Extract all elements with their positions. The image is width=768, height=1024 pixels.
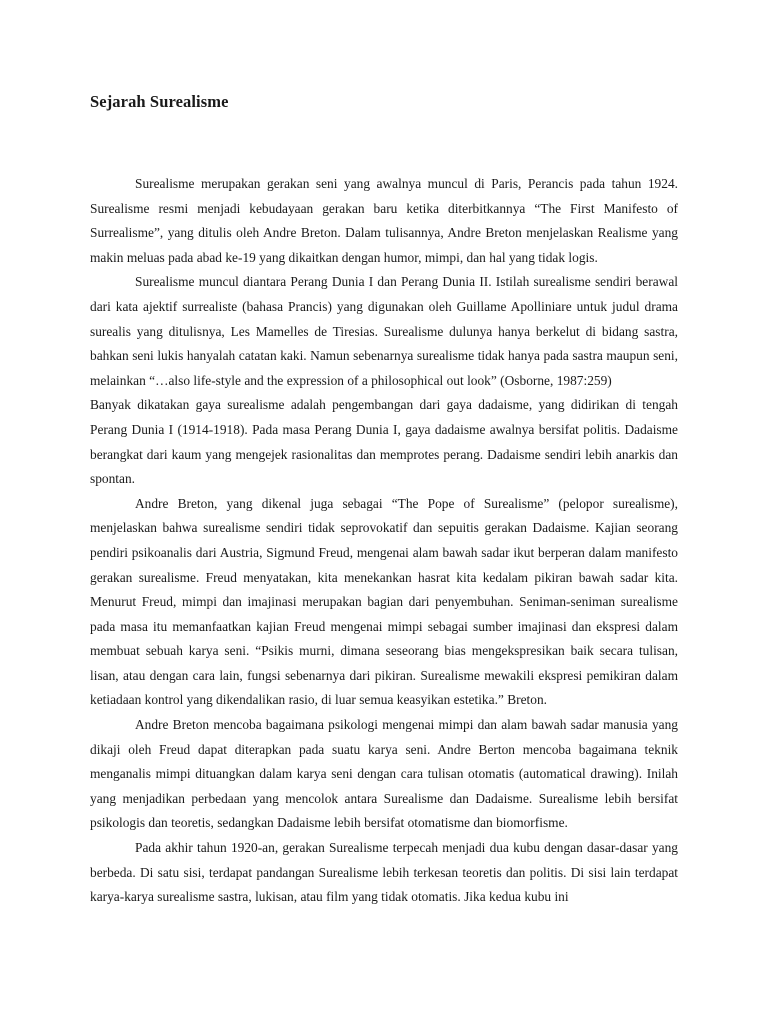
paragraph-4: Andre Breton, yang dikenal juga sebagai “The Pope of Surealisme” (pelopor surealisme), menjelaskan bahwa surealisme sendiri tidak seprovokatif dan sepuitis gerakan Dadaisme. Kajian seorang pendiri psikoanalis dari Austria, Sigmund Freud, mengenai alam bawah sadar ikut berperan dalam manifesto gerakan surealisme. Freud menyatakan, kita menekankan hasrat kita kedalam pikiran bawah sadar kita. Menurut Freud, mimpi dan imajinasi merupakan bagian dari penyembuhan. Seniman-seniman surealisme pada masa itu memanfaatkan kajian Freud mengenai mimpi sebagai sumber imajinasi dan ekspresi dalam membuat sebuah karya seni. “Psikis murni, dimana seseorang bias mengekspresikan baik secara tulisan, lisan, atau dengan cara lain, fungsi sebenarnya dari pikiran. Surealisme mewakili ekspresi pemikiran dalam ketiadaan kontrol yang dikendalikan rasio, di luar semua keasyikan estetika.” Breton. <box>90 495 678 708</box>
paragraph-1: Surealisme merupakan gerakan seni yang awalnya muncul di Paris, Perancis pada tahun 1924. Surealisme resmi menjadi kebudayaan gerakan baru ketika diterbitkannya “The First Manifesto of Surrealisme”, yang ditulis oleh Andre Breton. Dalam tulisannya, Andre Breton menjelaskan Realisme yang makin meluas pada abad ke-19 yang dikaitkan dengan humor, mimpi, dan hal yang tidak logis. <box>90 176 678 265</box>
paragraph-2: Surealisme muncul diantara Perang Dunia I dan Perang Dunia II. Istilah surealisme sendiri berawal dari kata ajektif surrealiste (bahasa Prancis) yang digunakan oleh Guillame Apolliniare untuk judul drama surealis yang ditulisnya, Les Mamelles de Tiresias. Surealisme dulunya hanya berkelut di bidang sastra, bahkan seni lukis hanyalah catatan kaki. Namun sebenarnya surealisme tidak hanya pada sastra maupun seni, melainkan “…also life-style and the expression of a philosophical out look” (Osborne, 1987:259) <box>90 274 678 388</box>
document-body <box>90 172 678 910</box>
paragraph-3: Banyak dikatakan gaya surealisme adalah pengembangan dari gaya dadaisme, yang didirikan di tengah Perang Dunia I (1914-1918). Pada masa Perang Dunia I, gaya dadaisme awalnya bersifat politis. Dadaisme berangkat dari kaum yang mengejek rasionalitas dan memprotes perang. Dadaisme sendiri lebih anarkis dan spontan. <box>90 397 678 487</box>
paragraph-5: Andre Breton mencoba bagaimana psikologi mengenai mimpi dan alam bawah sadar manusia yang dikaji oleh Freud dapat diterapkan pada suatu karya seni. Andre Berton mencoba bagaimana teknik menganalis mimpi dituangkan dalam karya seni dengan cara tulisan otomatis (automatical drawing). Inilah yang menjadikan perbedaan yang mencolok antara Surealisme dan Dadaisme. Surealisme lebih bersifat psikologis dan teoretis, sedangkan Dadaisme lebih bersifat otomatisme dan biomorfisme. <box>90 717 678 831</box>
paragraph-6: Pada akhir tahun 1920-an, gerakan Surealisme terpecah menjadi dua kubu dengan dasar-dasar yang berbeda. Di satu sisi, terdapat pandangan Surealisme lebih terkesan teoretis dan politis. Di sisi lain terdapat karya-karya surealisme sastra, lukisan, atau film yang tidak otomatis. Jika kedua kubu ini <box>90 840 678 905</box>
page-title: Sejarah Surealisme <box>90 92 229 111</box>
